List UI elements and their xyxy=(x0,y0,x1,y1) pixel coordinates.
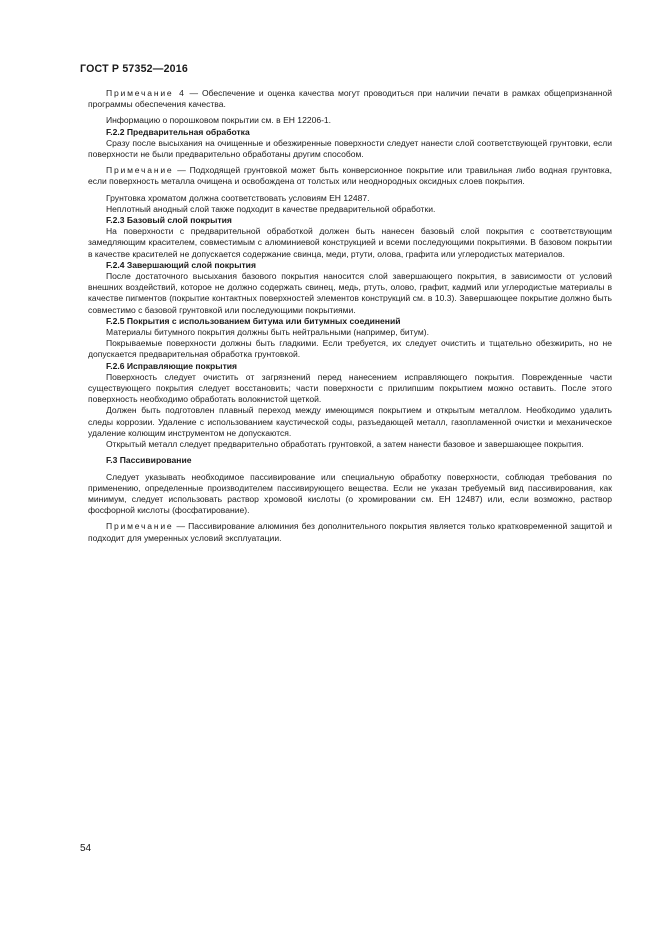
note-passivation xyxy=(88,521,612,543)
note-label: Примечание xyxy=(106,165,174,176)
note-primer xyxy=(88,165,612,187)
section-heading-f24: F.2.4 Завершающий слой покрытия xyxy=(106,259,256,270)
document-header: ГОСТ Р 57352—2016 xyxy=(80,63,188,75)
note-label: Примечание xyxy=(106,521,174,532)
paragraph: Информацию о порошковом покрытии см. в ЕН 12206-1. xyxy=(106,115,332,126)
paragraph: Неплотный анодный слой также подходит в качестве предварительной обработки. xyxy=(106,203,436,214)
paragraph: На поверхности с предварительной обработкой должен быть нанесен базовый слой покрытия с соответствующим замедляющим красителем, совместимым с алюминиевой конструкцией и всеми последующими покрытиями. В базовом покрытии в качестве красителей не допускается содержание свинца, меди, ртути, олова, графита или углеродистых материалов. xyxy=(88,226,612,259)
note-text: — Обеспечение и оценка качества могут проводиться при наличии печати в рамках общепризнанной программы обеспечения качества. xyxy=(88,88,613,110)
note-text: — Подходящей грунтовкой может быть конверсионное покрытие или травильная либо водная грунтовка, если поверхность металла очищена и освобождена от толстых или неоднородных оксидных слоев покрытия. xyxy=(88,165,612,187)
paragraph: Грунтовка хроматом должна соответствовать условиям ЕН 12487. xyxy=(106,192,370,203)
section-heading-f26: F.2.6 Исправляющие покрытия xyxy=(106,360,237,371)
section-heading-f23: F.2.3 Базовый слой покрытия xyxy=(106,215,232,226)
page-number: 54 xyxy=(80,843,92,854)
note-4 xyxy=(88,88,612,110)
paragraph: Открытый металл следует предварительно обработать грунтовкой, а затем нанести базовое и завершающее покрытия. xyxy=(106,439,584,450)
section-heading-f22: F.2.2 Предварительная обработка xyxy=(106,126,250,137)
section-heading-f3: F.3 Пассивирование xyxy=(106,455,192,466)
paragraph: Сразу после высыхания на очищенные и обезжиренные поверхности следует нанести слой соответствующей грунтовки, если поверхности не были предварительно обработаны другим способом. xyxy=(88,137,612,160)
note-text: — Пассивирование алюминия без дополнительного покрытия является только кратковременной защитой и подходит для умеренных условий эксплуатации. xyxy=(88,521,612,543)
note-label: Примечание 4 xyxy=(106,88,186,98)
section-heading-f25: F.2.5 Покрытия с использованием битума или битумных соединений xyxy=(106,315,401,326)
paragraph: Поверхность следует очистить от загрязнений перед нанесением исправляющего покрытия. Поврежденные части существующего покрытия следует восстановить; части поверхности с прилипшим покрытием можно оставить. После этого поверхность необходимо обработать волокнистой щеткой. xyxy=(88,371,612,405)
page-body xyxy=(88,88,612,544)
paragraph: После достаточного высыхания базового покрытия наносится слой завершающего покрытия, в зависимости от условий внешних воздействий, которое не должно содержать свинец, медь, ртуть, олово, графит, кадмий или углеродистые материалы в качестве пигментов (покрытие контактных поверхностей элементов конструкций см. в 10.3). Завершающее покрытие должно быть совместимо с базовой грунтовкой или последующими покрытиями. xyxy=(88,271,612,315)
paragraph: Материалы битумного покрытия должны быть нейтральными (например, битум). xyxy=(106,327,429,338)
paragraph: Покрываемые поверхности должны быть гладкими. Если требуется, их следует очистить и тщательно обезжирить, но не допускается предварительная обработка грунтовкой. xyxy=(88,338,612,360)
paragraph: Следует указывать необходимое пассивирование или специальную обработку поверхности, соблюдая требования по применению, определенные производителем пассивирующего вещества. Если не указан требуемый вид пассивирования, как минимум, следует использовать раствор хромовой кислоты (о хромировании см. ЕН 12487) или, если возможно, раствор фосфорной кислоты (фосфатирование). xyxy=(88,471,612,516)
paragraph: Должен быть подготовлен плавный переход между имеющимся покрытием и открытым металлом. Необходимо удалить следы коррозии. Удаление с использованием каустической соды, разъедающей металл, газопламенной очистки и механическое удаление колющим инструментом не допускаются. xyxy=(88,405,612,438)
